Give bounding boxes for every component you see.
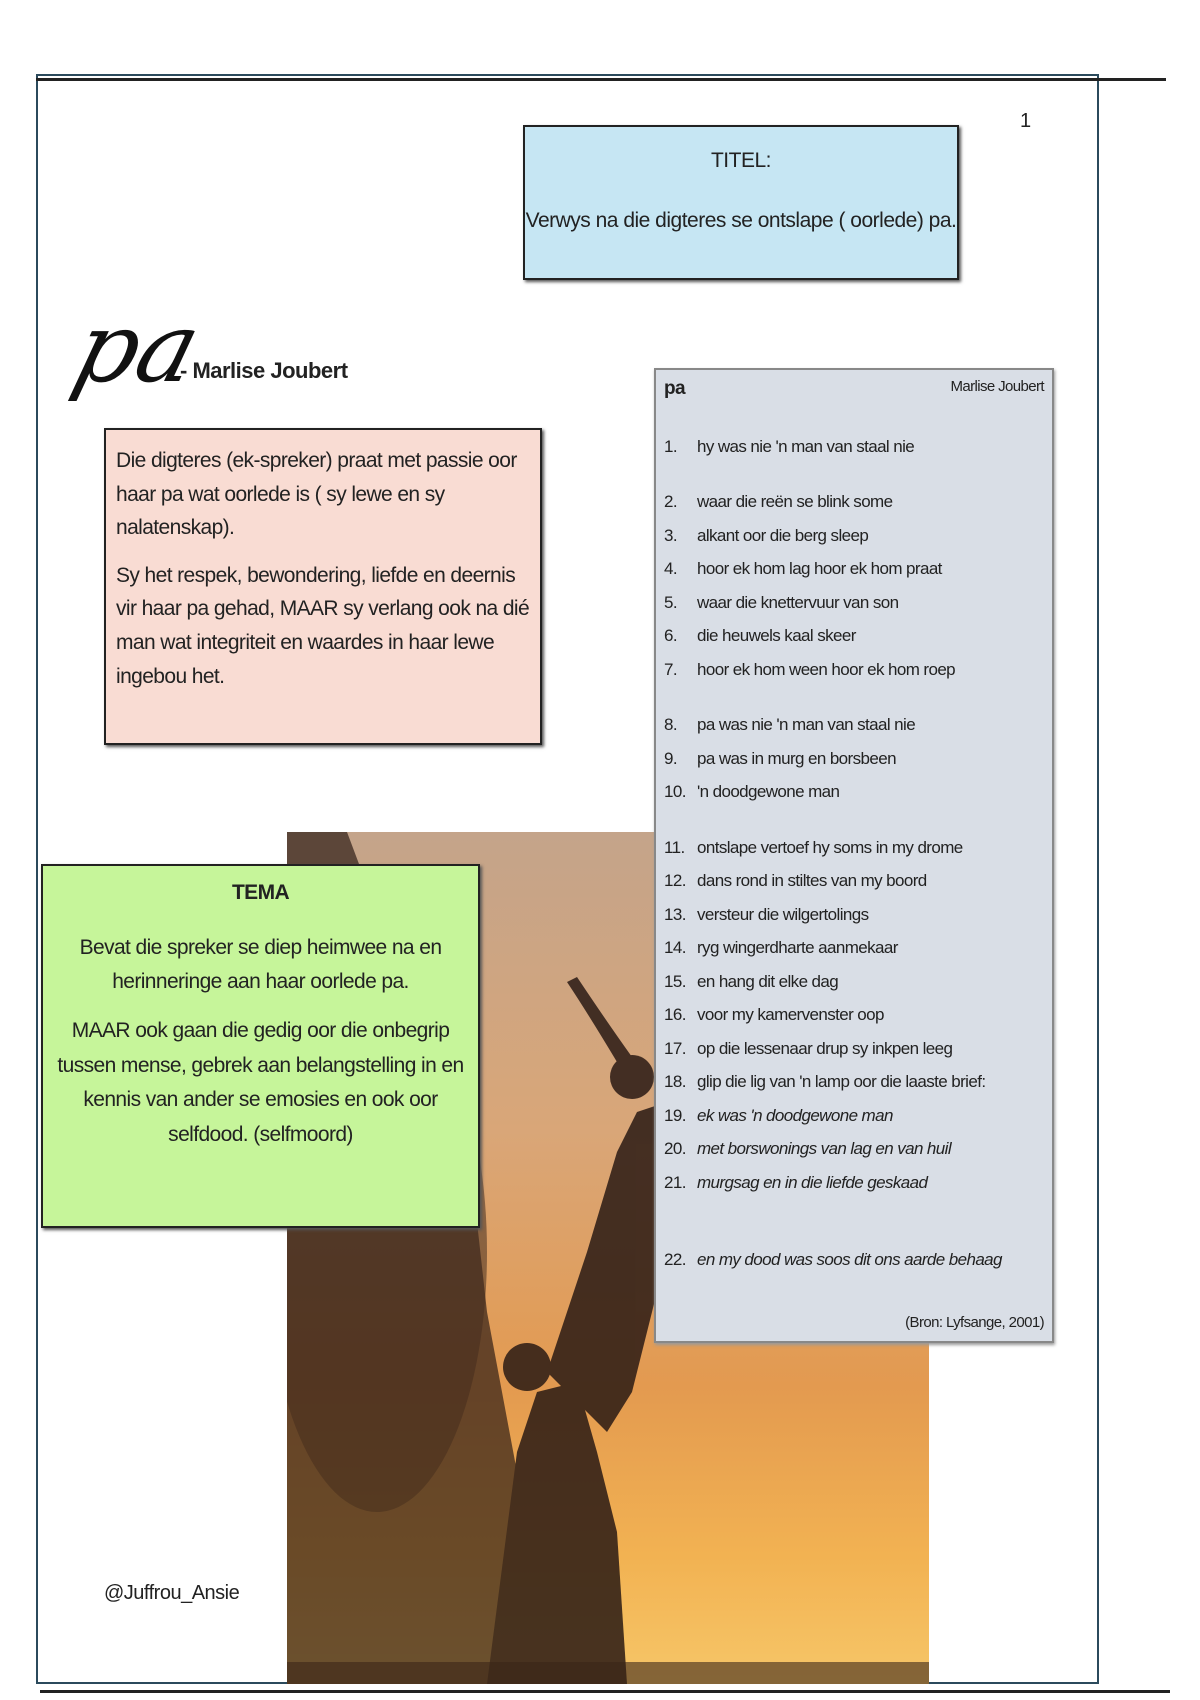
poem-line (664, 965, 1044, 999)
line-number: 16. (664, 1005, 686, 1025)
line-text: die heuwels kaal skeer (697, 626, 856, 646)
stanza-gap (664, 464, 1044, 486)
poem-title: pa (664, 378, 685, 399)
line-text: murgsag en in die liefde geskaad (697, 1172, 928, 1192)
poem-box (654, 368, 1054, 1343)
poem-line (664, 553, 1044, 587)
line-text: op die lessenaar drup sy inkpen leeg (697, 1038, 953, 1058)
poem-line (664, 653, 1044, 687)
line-number: 7. (664, 659, 677, 679)
poem-line (664, 865, 1044, 899)
line-text: ryg wingerdharte aanmekaar (697, 938, 898, 958)
line-number: 20. (664, 1139, 686, 1159)
line-number: 14. (664, 938, 686, 958)
author-handle: @Juffrou_Ansie (104, 1582, 240, 1604)
line-number: 9. (664, 748, 677, 768)
stanza-gap (664, 687, 1044, 709)
poem-line (664, 620, 1044, 654)
poem-line (664, 519, 1044, 553)
page-number: 1 (1020, 110, 1032, 132)
line-text: alkant oor die berg sleep (697, 525, 869, 545)
poem-line (664, 1066, 1044, 1100)
line-number: 13. (664, 904, 686, 924)
poem-line (664, 1032, 1044, 1066)
poem-source: (Bron: Lyfsange, 2001) (905, 1314, 1044, 1331)
bottom-divider (40, 1690, 1170, 1693)
line-number: 21. (664, 1172, 686, 1192)
line-number: 4. (664, 559, 677, 579)
line-text: met borswonings van lag en van huil (697, 1139, 951, 1159)
line-number: 8. (664, 715, 677, 735)
line-text: pa was nie 'n man van staal nie (697, 715, 916, 735)
poem-line (664, 999, 1044, 1033)
theme-box (41, 864, 480, 1228)
poem-lines (664, 430, 1044, 1277)
line-text: hoor ek hom lag hoor ek hom praat (697, 559, 942, 579)
line-number: 18. (664, 1072, 686, 1092)
line-text: waar die reën se blink some (697, 492, 893, 512)
line-number: 11. (664, 837, 685, 857)
poem-line (664, 932, 1044, 966)
line-text: hy was nie 'n man van staal nie (697, 436, 915, 456)
line-text: dans rond in stiltes van my boord (697, 871, 927, 891)
intro-paragraph: Sy het respek, bewondering, liefde en deernis vir haar pa gehad, MAAR sy verlang ook na dié man wat integriteit en waardes in haar lewe ingebou het. (116, 563, 530, 688)
top-divider (36, 78, 1166, 81)
poem-line (664, 709, 1044, 743)
line-number: 6. (664, 626, 677, 646)
line-number: 12. (664, 871, 686, 891)
line-text: waar die knettervuur van son (697, 592, 899, 612)
line-number: 17. (664, 1038, 686, 1058)
poem-line (664, 486, 1044, 520)
line-text: ek was 'n doodgewone man (697, 1105, 893, 1125)
poem-line (664, 1099, 1044, 1133)
poem-line (664, 430, 1044, 464)
theme-paragraph: Bevat die spreker se diep heimwee na en herinneringe aan haar oorlede pa. (79, 935, 442, 994)
line-number: 15. (664, 971, 686, 991)
line-number: 22. (664, 1250, 686, 1270)
line-text: ontslape vertoef hy soms in my drome (697, 837, 963, 857)
poem-line (664, 776, 1044, 810)
poem-line (664, 831, 1044, 865)
line-text: 'n doodgewone man (697, 782, 840, 802)
line-number: 5. (664, 592, 677, 612)
line-number: 19. (664, 1105, 686, 1125)
line-number: 2. (664, 492, 677, 512)
author-label: - Marlise Joubert (180, 358, 348, 383)
stanza-gap (664, 1200, 1044, 1244)
line-number: 10. (664, 782, 686, 802)
poem-line (664, 586, 1044, 620)
title-heading: TITEL: (710, 149, 771, 172)
line-number: 1. (664, 436, 677, 456)
line-number: 3. (664, 525, 677, 545)
poem-line (664, 1244, 1044, 1278)
line-text: hoor ek hom ween hoor ek hom roep (697, 659, 956, 679)
title-text: Verwys na die digteres se ontslape ( oorlede) pa. (525, 209, 957, 232)
title-box (523, 125, 959, 280)
line-text: versteur die wilgertolings (697, 904, 869, 924)
theme-paragraph: MAAR ook gaan die gedig oor die onbegrip tussen mense, gebrek aan belangstelling in en kennis van ander se emosies en ook oor selfdood. (selfmoord) (57, 1018, 464, 1146)
poem-line (664, 898, 1044, 932)
poem-line (664, 1133, 1044, 1167)
stanza-gap (664, 809, 1044, 831)
poem-author: Marlise Joubert (950, 378, 1044, 395)
poem-line (664, 742, 1044, 776)
poem-header (664, 378, 1044, 400)
theme-heading: TEMA (231, 881, 290, 904)
poem-line (664, 1166, 1044, 1200)
line-text: voor my kamervenster oop (697, 1005, 884, 1025)
line-text: pa was in murg en borsbeen (697, 748, 896, 768)
script-title: pa (62, 292, 212, 404)
line-text: en hang dit elke dag (697, 971, 839, 991)
intro-box (104, 428, 542, 745)
line-text: glip die lig van 'n lamp oor die laaste brief: (697, 1072, 986, 1092)
line-text: en my dood was soos dit ons aarde behaag (697, 1250, 1002, 1270)
intro-paragraph: Die digteres (ek-spreker) praat met passie oor haar pa wat oorlede is ( sy lewe en sy nalatenskap). (116, 449, 517, 540)
